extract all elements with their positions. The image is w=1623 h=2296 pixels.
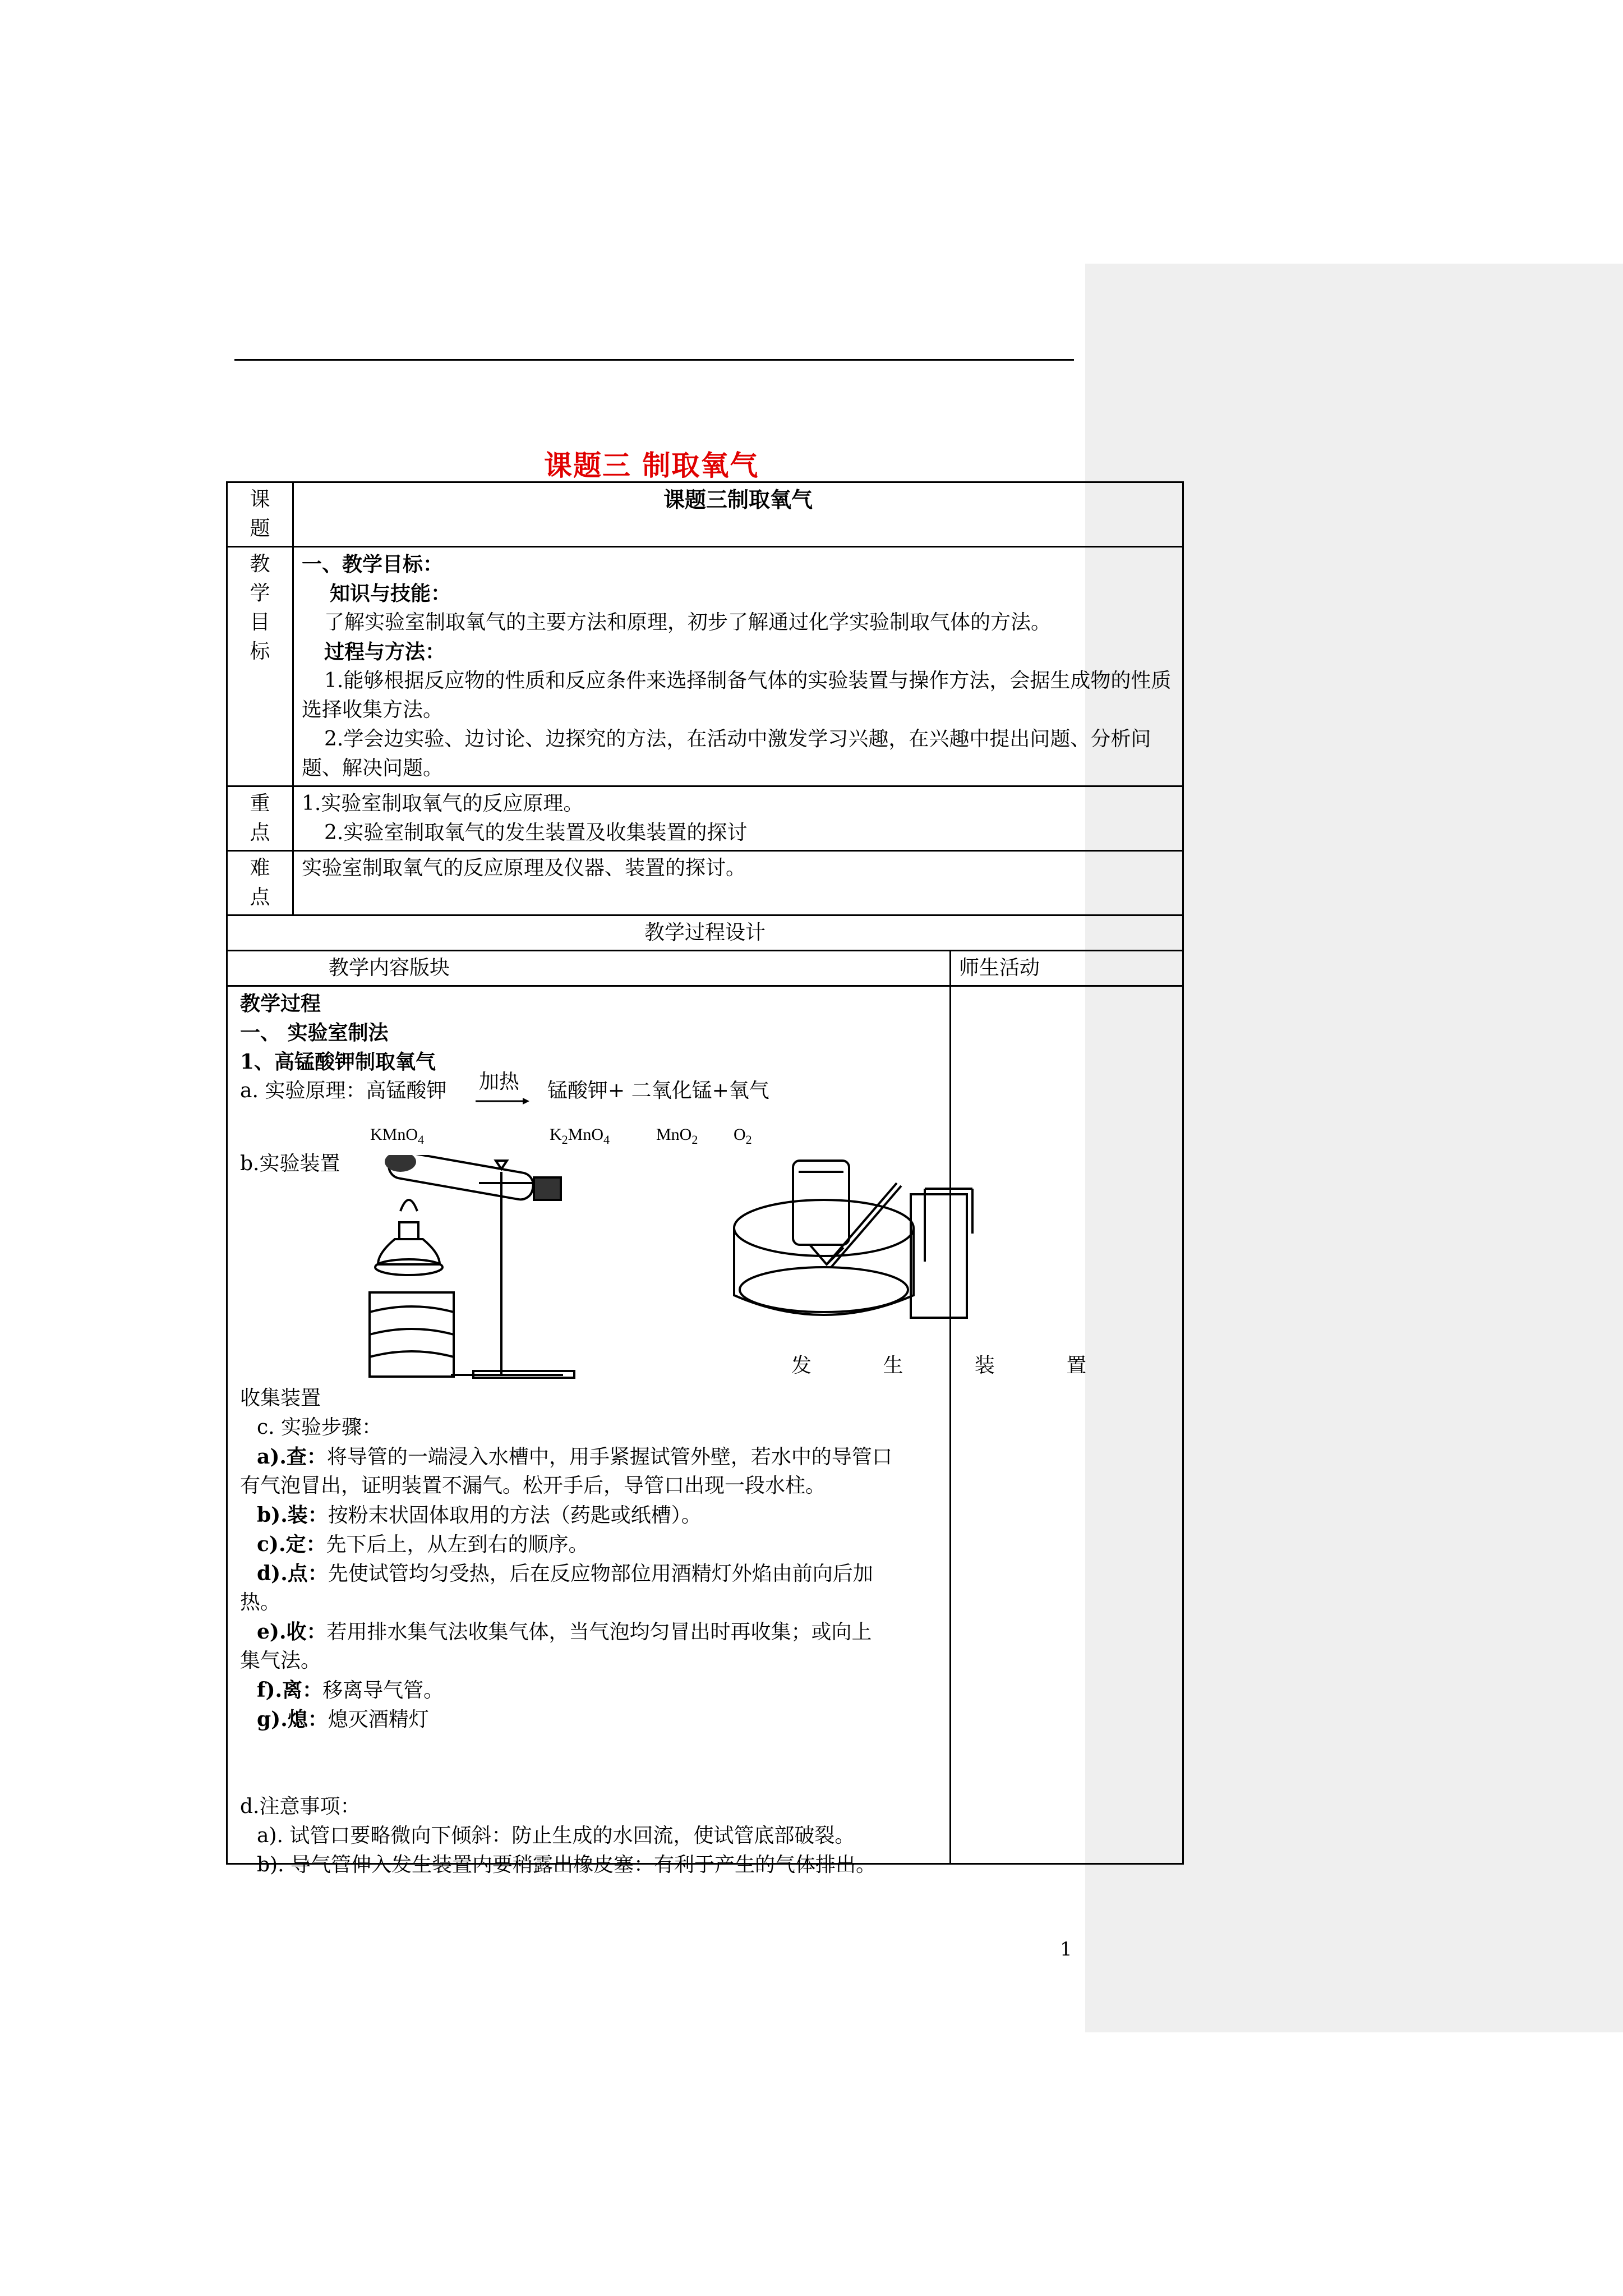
collection-apparatus-label: 收集装置 xyxy=(240,1387,321,1410)
step-line: c).定：先下后上，从左到右的顺序。 xyxy=(257,1533,589,1556)
step-line: a).查：将导管的一端浸入水槽中，用手紧握试管外壁，若水中的导管口 xyxy=(257,1445,892,1469)
process-heading: 过程与方法： xyxy=(324,640,446,664)
knowledge-text: 了解实验室制取氧气的主要方法和原理，初步了解通过化学实验制取气体的方法。 xyxy=(324,611,1052,634)
products-text: 锰酸钾+ 二氧化锰+氧气 xyxy=(547,1079,769,1102)
step-line: 热。 xyxy=(240,1591,281,1614)
step-line: b).装：按粉末状固体取用的方法（药匙或纸槽）。 xyxy=(257,1503,702,1527)
step-line: 有气泡冒出，证明装置不漏气。松开手后，导管口出现一段水柱。 xyxy=(240,1474,826,1497)
note-line: b). 导气管伸入发生装置内要稍露出橡皮塞：有利于产生的气体排出。 xyxy=(257,1853,876,1876)
goal-item-2: 2.学会边实验、边讨论、边探究的方法，在活动中激发学习兴趣，在兴趣中提出问题、分析问题、解决问题。 xyxy=(302,728,1151,780)
difficulties-row xyxy=(227,851,1183,915)
formula-o2: $O_2$ xyxy=(734,1125,752,1147)
generation-apparatus-figure xyxy=(356,1155,602,1391)
step-line: g).熄：熄灭酒精灯 xyxy=(257,1708,429,1731)
process-row xyxy=(227,986,1183,1864)
design-header-row xyxy=(227,915,1183,951)
document-title: 课题三 制取氧气 xyxy=(544,449,759,482)
activity-column-header: 师生活动 xyxy=(951,951,1183,986)
goals-row xyxy=(227,547,1183,786)
topic-row xyxy=(227,482,1183,547)
activity-cell xyxy=(951,986,1183,1864)
collection-apparatus-figure xyxy=(731,1149,978,1351)
formula-k2mno4: $K_2MnO_4$ xyxy=(550,1125,610,1147)
topic-label: 课 题 xyxy=(227,482,293,547)
formula-kmno4: KMnO$_4$ xyxy=(370,1125,425,1147)
note-line: a). 试管口要略微向下倾斜：防止生成的水回流，使试管底部破裂。 xyxy=(257,1824,855,1847)
step-line: f).离：移离导气管。 xyxy=(257,1678,444,1702)
process-title: 教学过程 xyxy=(240,992,321,1015)
lesson-plan-table xyxy=(226,481,1184,1876)
subsection-heading: 1、高锰酸钾制取氧气 xyxy=(240,1050,436,1074)
step-line: d).点：先使试管均匀受热，后在反应物部位用酒精灯外焰由前向后加 xyxy=(257,1562,873,1585)
keypoint-1: 1.实验室制取氧气的反应原理。 xyxy=(302,792,584,815)
content-column-header: 教学内容版块 xyxy=(227,951,951,986)
goals-cell xyxy=(293,547,1183,786)
notes-heading: d.注意事项： xyxy=(240,1795,361,1818)
column-header-row xyxy=(227,951,1183,986)
process-content-cell xyxy=(227,986,1119,1876)
keypoints-cell xyxy=(293,786,1183,851)
keypoints-row xyxy=(227,786,1183,851)
header-rule xyxy=(234,359,1074,361)
goal-item-1: 1.能够根据反应物的性质和反应条件来选择制备气体的实验装置与操作方法，会据生成物的性质选择收集方法。 xyxy=(302,669,1172,721)
difficulties-cell xyxy=(293,851,1183,915)
goals-label: 教 学 目 标 xyxy=(227,547,293,786)
step-line: 集气法。 xyxy=(240,1649,321,1672)
page-number: 1 xyxy=(1060,1938,1072,1961)
heat-condition: 加热 xyxy=(479,1070,520,1093)
topic-title-image: 课题三制取氧气 xyxy=(663,487,813,512)
difficulties-text: 实验室制取氧气的反应原理及仪器、装置的探讨。 xyxy=(302,857,746,880)
goals-heading: 一、教学目标： xyxy=(302,553,444,576)
process-design-header: 教学过程设计 xyxy=(227,915,1183,951)
formula-mno2: MnO$_2$ xyxy=(656,1125,698,1147)
knowledge-heading: 知识与技能： xyxy=(330,582,451,605)
apparatus-label: b.实验装置 xyxy=(240,1152,340,1175)
principle-text: a. 实验原理：高锰酸钾 xyxy=(240,1079,447,1102)
keypoint-2: 2.实验室制取氧气的发生装置及收集装置的探讨 xyxy=(324,821,748,844)
keypoints-label: 重 点 xyxy=(227,786,293,851)
difficulties-label: 难 点 xyxy=(227,851,293,915)
topic-cell xyxy=(293,482,1183,547)
section-heading: 一、 实验室制法 xyxy=(240,1021,389,1045)
step-line: e).收：若用排水集气法收集气体，当气泡均匀冒出时再收集；或向上 xyxy=(257,1620,872,1644)
steps-heading: c. 实验步骤： xyxy=(257,1416,382,1439)
generation-apparatus-label: 发 生 装 置 xyxy=(791,1354,1119,1377)
reaction-arrow-icon xyxy=(474,1097,531,1106)
